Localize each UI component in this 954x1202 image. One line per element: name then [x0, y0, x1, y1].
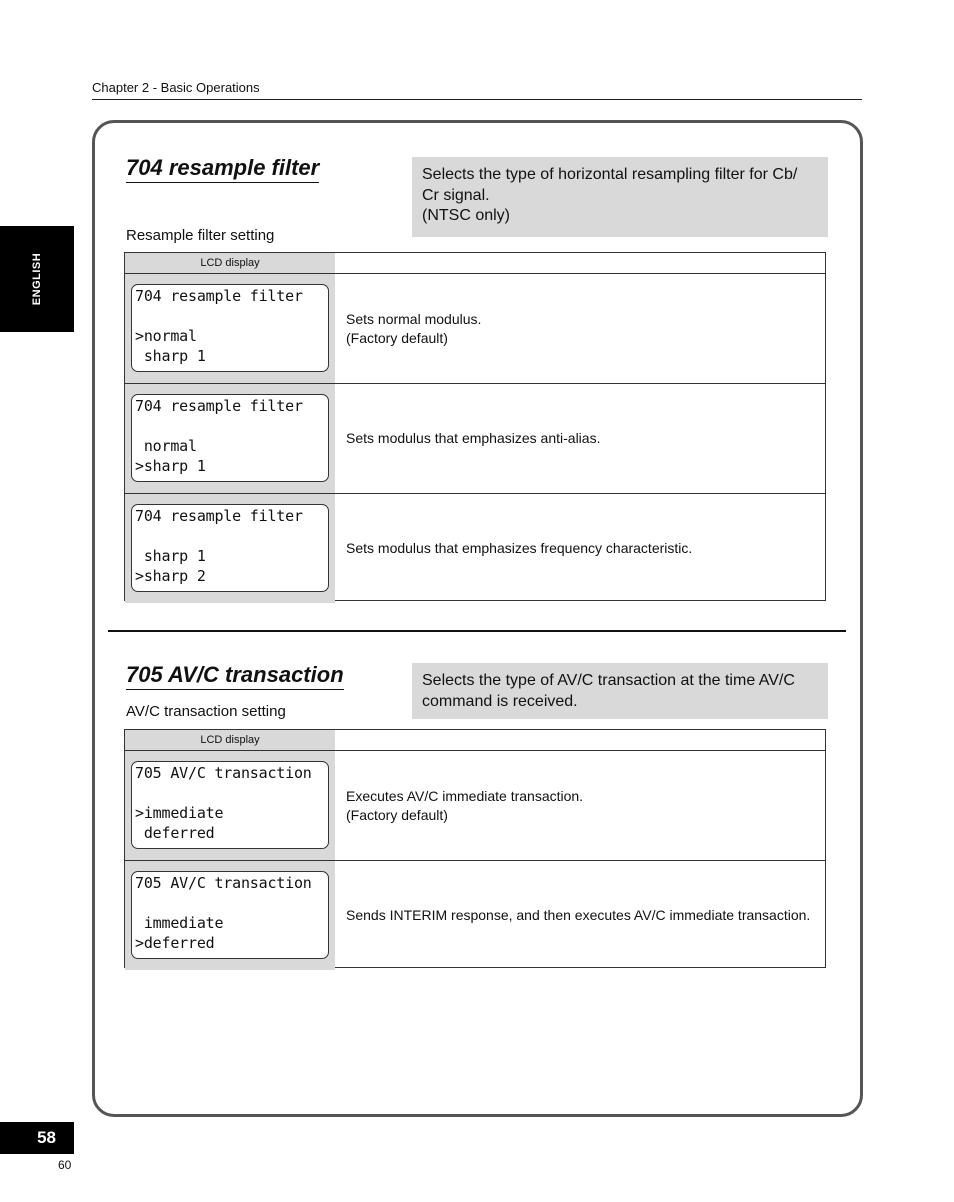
- table-row: [125, 274, 825, 384]
- table-header: [125, 730, 825, 751]
- lcd-display: [131, 284, 329, 372]
- table-row: [125, 494, 825, 603]
- column-header-blank: [335, 253, 825, 273]
- lcd-cell: [125, 861, 335, 970]
- lcd-cell: [125, 494, 335, 603]
- lcd-line: >sharp 1: [135, 457, 206, 475]
- lcd-line: >immediate: [135, 804, 224, 822]
- section-description-705: [412, 663, 828, 719]
- lcd-line: immediate: [135, 914, 224, 932]
- lcd-display: [131, 394, 329, 482]
- table-header: [125, 253, 825, 274]
- description-cell: [335, 274, 825, 383]
- table-row: [125, 861, 825, 970]
- settings-table-705: [124, 729, 826, 968]
- section-title-704: 704 resample filter: [126, 155, 319, 183]
- row-description: Sends INTERIM response, and then executes AV/C immediate transaction.: [346, 907, 811, 923]
- description-cell: [335, 384, 825, 493]
- description-cell: [335, 861, 825, 970]
- setting-label-704: Resample filter setting: [126, 227, 275, 244]
- header-rule: [92, 99, 862, 100]
- lcd-cell: [125, 384, 335, 493]
- row-description: Executes AV/C immediate transaction. (Factory default): [346, 787, 584, 823]
- language-tab: [0, 226, 74, 332]
- lcd-display: [131, 871, 329, 959]
- lcd-line: [135, 306, 325, 326]
- lcd-line: [135, 893, 325, 913]
- section-description-704: [412, 157, 828, 237]
- lcd-line: 704 resample filter: [135, 507, 303, 525]
- lcd-display: [131, 504, 329, 592]
- lcd-line: [135, 783, 325, 803]
- lcd-line: normal: [135, 437, 197, 455]
- lcd-line: >sharp 2: [135, 567, 206, 585]
- lcd-line: 704 resample filter: [135, 397, 303, 415]
- lcd-cell: [125, 751, 335, 860]
- description-cell: [335, 494, 825, 603]
- section-title-705: 705 AV/C transaction: [126, 662, 344, 690]
- setting-label-705: AV/C transaction setting: [126, 703, 286, 720]
- column-header-lcd: LCD display: [125, 730, 335, 750]
- table-row: [125, 384, 825, 494]
- description-text: Selects the type of AV/C transaction at the time AV/C command is received.: [422, 672, 795, 710]
- lcd-line: sharp 1: [135, 347, 206, 365]
- settings-table-704: [124, 252, 826, 601]
- description-cell: [335, 751, 825, 860]
- lcd-line: 705 AV/C transaction: [135, 874, 312, 892]
- column-header-lcd: LCD display: [125, 253, 335, 273]
- section-divider: [108, 630, 846, 632]
- pdf-page-number: 60: [58, 1158, 72, 1172]
- row-description: Sets modulus that emphasizes anti-alias.: [346, 430, 601, 446]
- lcd-line: >normal: [135, 327, 197, 345]
- lcd-line: [135, 526, 325, 546]
- table-row: [125, 751, 825, 861]
- page-number: 58: [0, 1122, 74, 1154]
- lcd-line: sharp 1: [135, 547, 206, 565]
- lcd-line: >deferred: [135, 934, 215, 952]
- lcd-line: 705 AV/C transaction: [135, 764, 312, 782]
- chapter-heading: Chapter 2 - Basic Operations: [92, 80, 260, 95]
- lcd-line: deferred: [135, 824, 215, 842]
- row-description: Sets normal modulus. (Factory default): [346, 310, 482, 346]
- row-description: Sets modulus that emphasizes frequency characteristic.: [346, 540, 693, 556]
- lcd-display: [131, 761, 329, 849]
- lcd-line: [135, 416, 325, 436]
- column-header-blank: [335, 730, 825, 750]
- lcd-line: 704 resample filter: [135, 287, 303, 305]
- language-tab-label: ENGLISH: [31, 252, 43, 306]
- description-text: Selects the type of horizontal resampling filter for Cb/ Cr signal. (NTSC only): [422, 166, 798, 224]
- lcd-cell: [125, 274, 335, 383]
